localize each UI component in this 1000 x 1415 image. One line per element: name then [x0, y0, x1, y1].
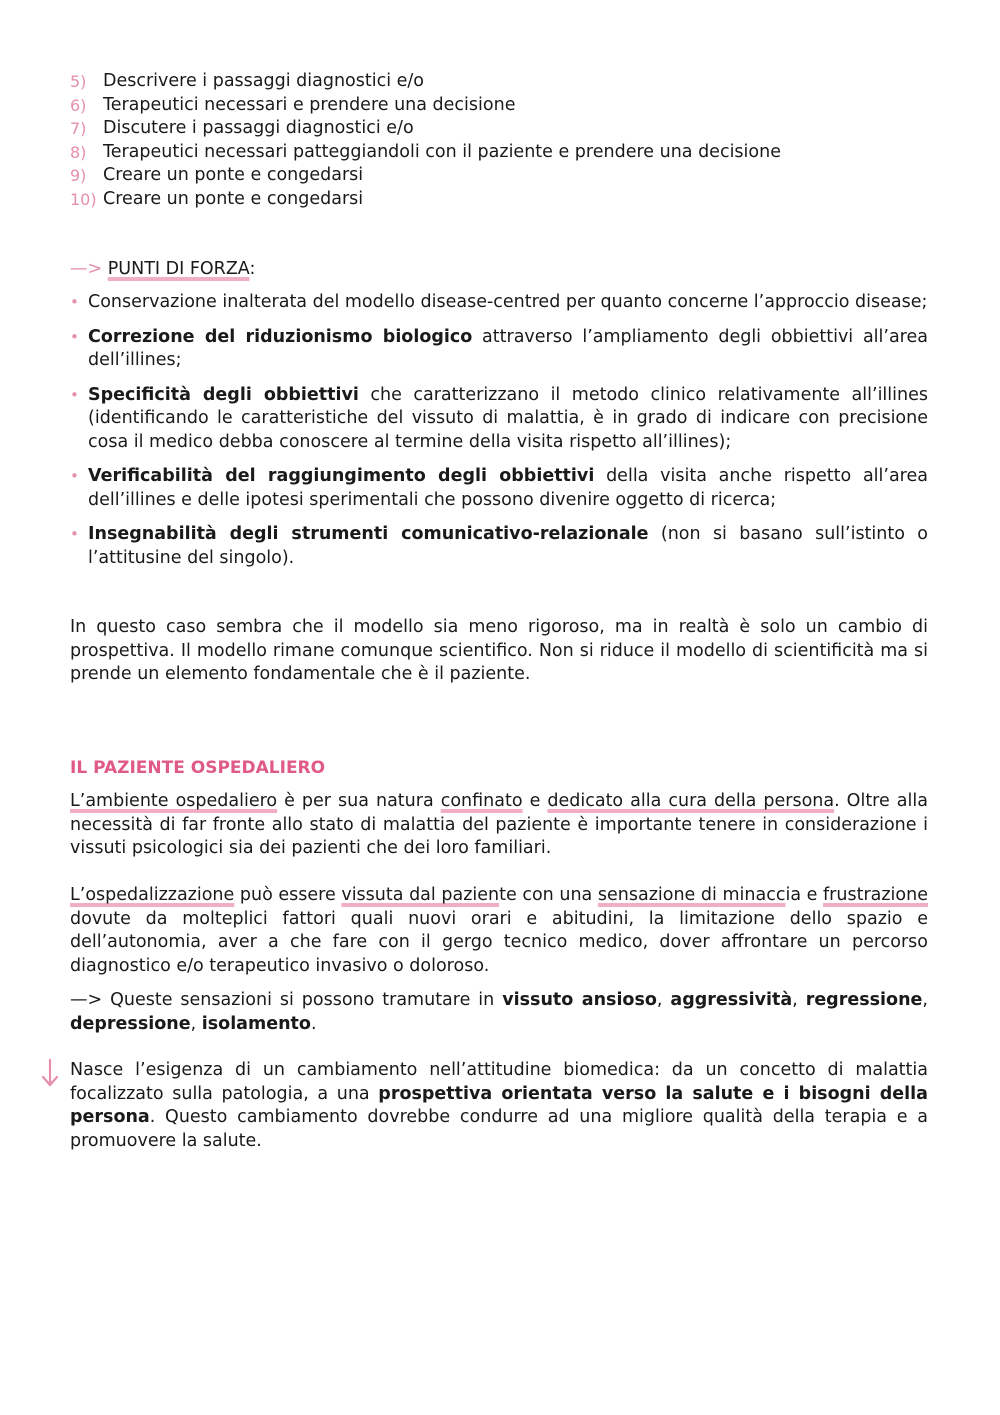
list-text: Terapeutici necessari patteggiandoli con il paziente e prendere una decisione [103, 141, 781, 162]
bullet-text [88, 384, 928, 455]
bullet-body: che caratterizzano il metodo clinico relativamente all’illines (identificando le caratteristiche del vissuto di malattia, è in grado di indicare con precisione cosa il medico debba conoscere al termine della visita rispetto all’illines); [88, 384, 928, 452]
list-number: 5) [70, 72, 87, 91]
highlighted-text: L’ospedalizzazione [70, 885, 235, 905]
text-span: è per sua natura [277, 791, 441, 811]
list-item [70, 70, 930, 94]
numbered-list [70, 70, 930, 211]
list-text: Creare un ponte e congedarsi [103, 188, 364, 209]
highlighted-text: confinato [440, 791, 523, 811]
bold-term: prospettiva orientata verso la salute e i bisogni della persona [70, 1083, 928, 1127]
hospital-paragraph-4 [70, 1059, 928, 1153]
highlighted-text: L’ambiente ospedaliero [70, 791, 278, 811]
highlighted-text: sensazione di minacc [597, 885, 786, 905]
text-span: , [190, 1013, 202, 1034]
text-span: , [656, 990, 671, 1010]
highlighted-text: frustrazione [823, 885, 928, 905]
bold-term: aggressività [670, 990, 793, 1010]
bullet-dot-icon: • [70, 327, 79, 346]
list-item [70, 188, 930, 212]
hospital-paragraph-1 [70, 790, 928, 861]
list-text: Creare un ponte e congedarsi [103, 165, 364, 185]
text-span: , [922, 990, 928, 1010]
list-item [70, 326, 928, 373]
text-span: , [792, 990, 806, 1010]
strengths-list [70, 291, 928, 581]
bullet-body: Conservazione inalterata del modello disease-centred per quanto concerne l’approccio disease; [88, 292, 928, 312]
bold-term: depressione [70, 1013, 191, 1034]
text-span: dovute da molteplici fattori quali nuovi orari e abitudini, la limitazione dello spazio e dell’autonomia, aver a che fare con il gergo tecnico medico, dover affrontare un percorso diagnostico e/o terapeutico invasivo o doloroso. [70, 908, 928, 976]
text-span: . Questo cambiamento dovrebbe condurre ad una migliore qualità della terapia e a promuovere la salute. [70, 1107, 928, 1151]
list-text: Terapeutici necessari e prendere una decisione [103, 94, 516, 115]
list-text: Descrivere i passaggi diagnostici e/o [103, 71, 425, 91]
strengths-colon: : [249, 259, 256, 279]
bullet-body: attraverso l’ampliamento degli obbiettivi all’area dell’illines; [88, 326, 928, 370]
bullet-bold: Verificabilità del raggiungimento degli obbiettivi [88, 466, 595, 486]
list-text: Discutere i passaggi diagnostici e/o [103, 118, 414, 138]
list-item [70, 94, 930, 118]
highlighted-text: vissuta dal pazien [341, 885, 500, 905]
list-number: 10) [70, 189, 97, 209]
bullet-text [88, 326, 928, 373]
list-item [70, 117, 930, 141]
bullet-dot-icon: • [70, 385, 79, 404]
list-item [70, 384, 928, 455]
bullet-body: della visita anche rispetto all’area dell’illines e delle ipotesi sperimentali che possono divenire oggetto di ricerca; [88, 466, 928, 510]
model-paragraph: In questo caso sembra che il modello sia meno rigoroso, ma in realtà è solo un cambio di prospettiva. Il modello rimane comunque scientifico. Non si riduce il modello di scientificità ma si prende un elemento fondamentale che è il paziente. [70, 617, 928, 684]
bullet-body: (non si basano sull’istinto o l’attitusine del singolo). [88, 524, 928, 568]
text-span: —> Queste sensazioni si possono tramutare in [70, 990, 503, 1010]
list-item [70, 164, 930, 188]
list-number: 7) [70, 119, 87, 138]
bullet-dot-icon: • [70, 293, 79, 311]
hospital-paragraph-3 [70, 989, 928, 1036]
arrow-marker: —> [70, 259, 103, 279]
bullet-text [88, 291, 928, 315]
text-span: può essere [234, 885, 342, 905]
text-span: Nasce l’esigenza di un cambiamento nell’attitudine biomedica: da un concetto di malattia focalizzato sulla patologia, a una [70, 1060, 928, 1104]
text-span: . [310, 1013, 317, 1034]
list-item [70, 141, 930, 165]
list-number: 9) [70, 166, 87, 185]
text-span: te con una [499, 885, 598, 905]
bullet-bold: Correzione del riduzionismo biologico [88, 326, 473, 347]
list-item [70, 523, 928, 570]
bold-term: isolamento [201, 1013, 311, 1034]
list-item [70, 465, 928, 512]
bold-term: vissuto ansioso [502, 990, 657, 1010]
hospital-paragraph-2 [70, 884, 928, 978]
section-title: IL PAZIENTE OSPEDALIERO [70, 758, 326, 778]
text-span: . Oltre alla necessità di far fronte allo stato di malattia del paziente è importante tenere in considerazione i vissuti psicologici sia dei pazienti che dei loro familiari. [70, 791, 928, 858]
bullet-bold: Insegnabilità degli strumenti comunicativo-relazionale [88, 524, 649, 544]
bullet-dot-icon: • [70, 525, 79, 543]
strengths-heading [70, 258, 255, 282]
bullet-text [88, 465, 928, 512]
strengths-label: PUNTI DI FORZA [107, 259, 250, 279]
list-number: 8) [70, 142, 87, 162]
bullet-dot-icon: • [70, 467, 79, 485]
down-arrow-icon [40, 1058, 60, 1088]
text-span: ia e [785, 885, 824, 905]
list-number: 6) [70, 95, 87, 115]
bold-term: regressione [805, 990, 923, 1010]
highlighted-text: dedicato alla cura della persona [547, 791, 835, 811]
list-item [70, 291, 928, 315]
text-span: e [522, 791, 548, 811]
bullet-bold: Specificità degli obbiettivi [88, 384, 359, 405]
bullet-text [88, 523, 928, 570]
